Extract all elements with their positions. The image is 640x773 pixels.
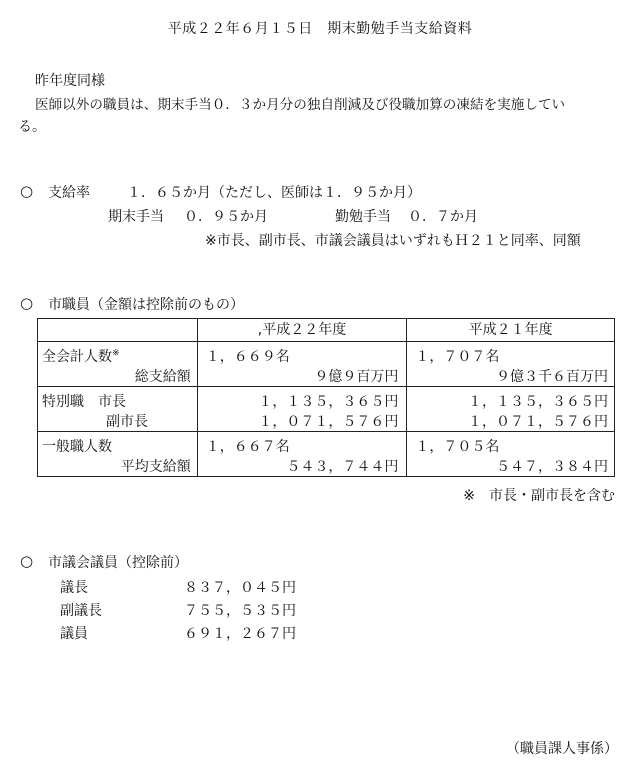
table-row: [38, 432, 615, 477]
h21-value-b: ５４７，３８４円: [496, 459, 608, 475]
council-label-chair: 議長: [60, 580, 88, 596]
intro-line-2: 医師以外の職員は、期末手当０．３か月分の独自削減及び役職加算の凍結を実施してい: [35, 97, 566, 113]
staff-heading: 市職員（金額は控除前のもの）: [48, 297, 244, 313]
h22-value-a: １，１３５，３６５円: [258, 394, 399, 410]
row-label-a: 一般職人数: [42, 439, 112, 455]
table-footnote: ※ 市長・副市長を含む: [463, 488, 615, 504]
h21-cell: [407, 387, 615, 432]
header-h22: ,平成２２年度: [197, 319, 407, 342]
table-row: [38, 342, 615, 387]
row-label-a: 全会計人数※: [42, 348, 120, 365]
section1-bullet: ○: [20, 182, 34, 200]
h22-value-a: １，６６９名: [205, 349, 290, 365]
header-empty: [38, 319, 198, 342]
intro-line-3: る。: [18, 119, 46, 135]
council-heading: 市議会議員（控除前）: [48, 555, 188, 571]
h22-cell: [197, 432, 407, 477]
row-label-b: 平均支給額: [120, 459, 191, 475]
h21-cell: [407, 342, 615, 387]
h22-value-a: １，６６７名: [205, 439, 290, 455]
row-label-cell: [38, 432, 198, 477]
row-label-cell: [38, 387, 198, 432]
section2-bullet: ○: [20, 294, 34, 312]
h21-value-b: １，０７１，５７６円: [468, 414, 608, 430]
rate-label: 支給率: [48, 185, 90, 201]
kinben-label: 勤勉手当: [335, 209, 391, 225]
h21-value-a: １，７０７名: [415, 349, 500, 365]
council-value-vice: ７５５，５３５円: [184, 603, 296, 619]
h21-value-b: ９億３千６百万円: [496, 369, 608, 385]
council-value-chair: ８３７，０４５円: [184, 580, 296, 596]
kimatsu-label: 期末手当: [108, 209, 164, 225]
council-value-member: ６９１，２６７円: [184, 626, 296, 642]
h21-cell: [407, 432, 615, 477]
h22-value-b: ５４３，７４４円: [286, 459, 399, 475]
kimatsu-value: ０．９５か月: [184, 209, 268, 225]
table-header-row: [38, 319, 615, 342]
h22-value-b: １，０７１，５７６円: [258, 414, 399, 430]
council-label-member: 議員: [60, 626, 88, 642]
row-label-b: 総支給額: [134, 369, 191, 385]
table-row: [38, 387, 615, 432]
h21-value-a: １，１３５，３６５円: [468, 394, 608, 410]
row-label-cell: [38, 342, 198, 387]
document-signature: （職員課人事係）: [506, 741, 618, 757]
intro-line-1: 昨年度同様: [35, 73, 105, 89]
section3-bullet: ○: [20, 552, 34, 570]
rate-value: １．６５か月（ただし、医師は１．９５か月）: [127, 185, 421, 201]
h22-value-b: ９億９百万円: [314, 369, 399, 385]
h22-cell: [197, 342, 407, 387]
h22-cell: [197, 387, 407, 432]
document-title: 平成２２年６月１５日 期末勤勉手当支給資料: [167, 21, 473, 37]
h21-value-a: １，７０５名: [415, 439, 500, 455]
rate-note: ※市長、副市長、市議会議員はいずれもＨ２１と同率、同額: [205, 233, 581, 249]
header-h21: 平成２１年度: [407, 319, 615, 342]
row-label-b: 副市長: [106, 414, 148, 430]
council-label-vice: 副議長: [60, 603, 102, 619]
asterisk-mark: ※: [112, 348, 120, 359]
staff-table: [37, 318, 615, 477]
row-label-a: 特別職 市長: [42, 394, 126, 410]
kinben-value: ０．７か月: [408, 209, 478, 225]
